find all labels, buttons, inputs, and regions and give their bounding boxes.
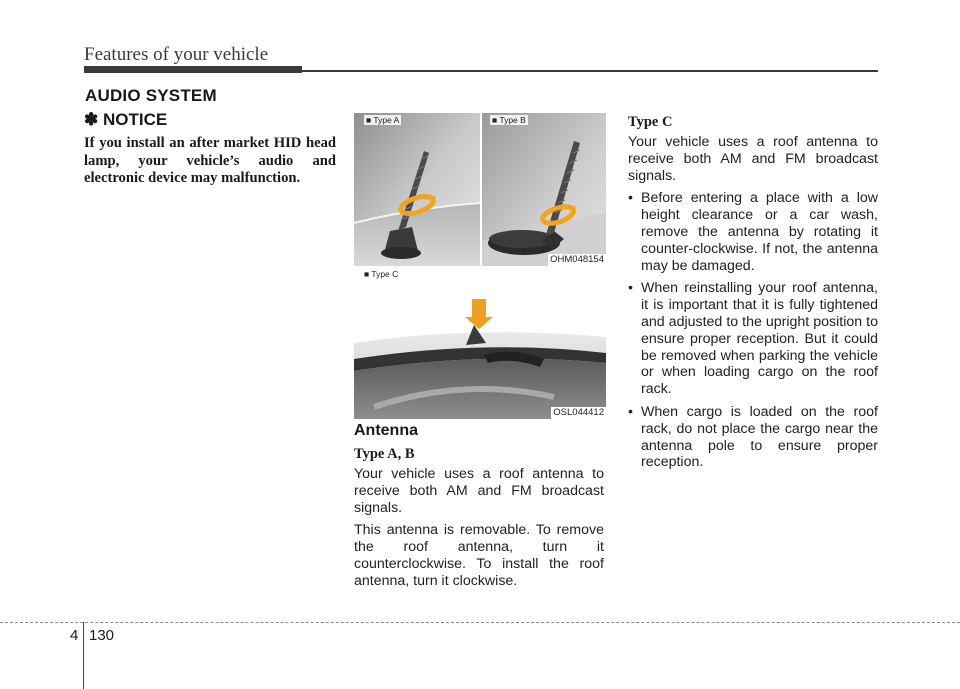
notice-heading	[84, 110, 167, 130]
notice-symbol-icon: ✽	[84, 110, 99, 129]
figure-label-type-a: ■ Type A	[366, 115, 400, 125]
bullet-text: When reinstalling your roof antenna, it is important that it is fully tightened and adjusted to the upright position to ensure proper reception. But it could be removed when parking the vehicle or when loading cargo on the roof rack.	[641, 280, 878, 398]
notice-text: If you install an after market HID head lamp, your vehicle’s audio and electronic device may malfunction.	[84, 135, 336, 186]
figure-type-c	[354, 267, 606, 419]
type-ab-heading: Type A, B	[354, 446, 415, 462]
antenna-type-c-section	[628, 114, 878, 477]
figure-type-a	[354, 113, 480, 266]
antenna-type-a-illustration	[354, 113, 480, 266]
bullet-dot-icon: •	[628, 190, 633, 207]
section-title: AUDIO SYSTEM	[85, 86, 217, 105]
antenna-heading: Antenna	[354, 422, 418, 439]
bullet-text: Before entering a place with a low height clearance or a car wash, remove the antenna by rotating it counter-clockwise. If not, the antenna may be damaged.	[641, 190, 878, 274]
type-c-bullet-list	[628, 190, 878, 471]
footer-rule	[0, 622, 960, 623]
type-ab-paragraph-2: This antenna is removable. To remove the roof antenna, turn it counterclockwise. To install the roof antenna, turn it clockwise.	[354, 522, 604, 589]
antenna-type-c-illustration	[354, 267, 606, 419]
notice-label: NOTICE	[102, 110, 168, 129]
figure-code-bottom: OSL044412	[553, 407, 604, 418]
bullet-text: When cargo is loaded on the roof rack, do not place the cargo near the antenna pole to ensure proper reception.	[641, 403, 878, 471]
type-ab-paragraph-1: Your vehicle uses a roof antenna to receive both AM and FM broadcast signals.	[354, 466, 604, 516]
type-c-paragraph: Your vehicle uses a roof antenna to receive both AM and FM broadcast signals.	[628, 134, 878, 184]
figure-type-b	[482, 113, 606, 266]
figure-label-type-c: ■ Type C	[364, 269, 399, 279]
page-number: 130	[89, 627, 115, 644]
list-item	[628, 190, 878, 274]
header-rule-accent	[84, 66, 302, 73]
type-c-heading: Type C	[628, 114, 673, 130]
footer-divider	[83, 622, 84, 689]
chapter-number: 4	[70, 627, 79, 644]
bullet-dot-icon: •	[628, 280, 633, 297]
antenna-type-ab-section	[354, 422, 604, 596]
list-item	[628, 404, 878, 471]
bullet-dot-icon: •	[628, 403, 633, 420]
antenna-type-b-illustration	[482, 113, 606, 266]
header-title: Features of your vehicle	[84, 44, 269, 65]
figure-label-type-b: ■ Type B	[492, 115, 526, 125]
figure-code-top: OHM048154	[550, 254, 604, 265]
list-item	[628, 280, 878, 398]
